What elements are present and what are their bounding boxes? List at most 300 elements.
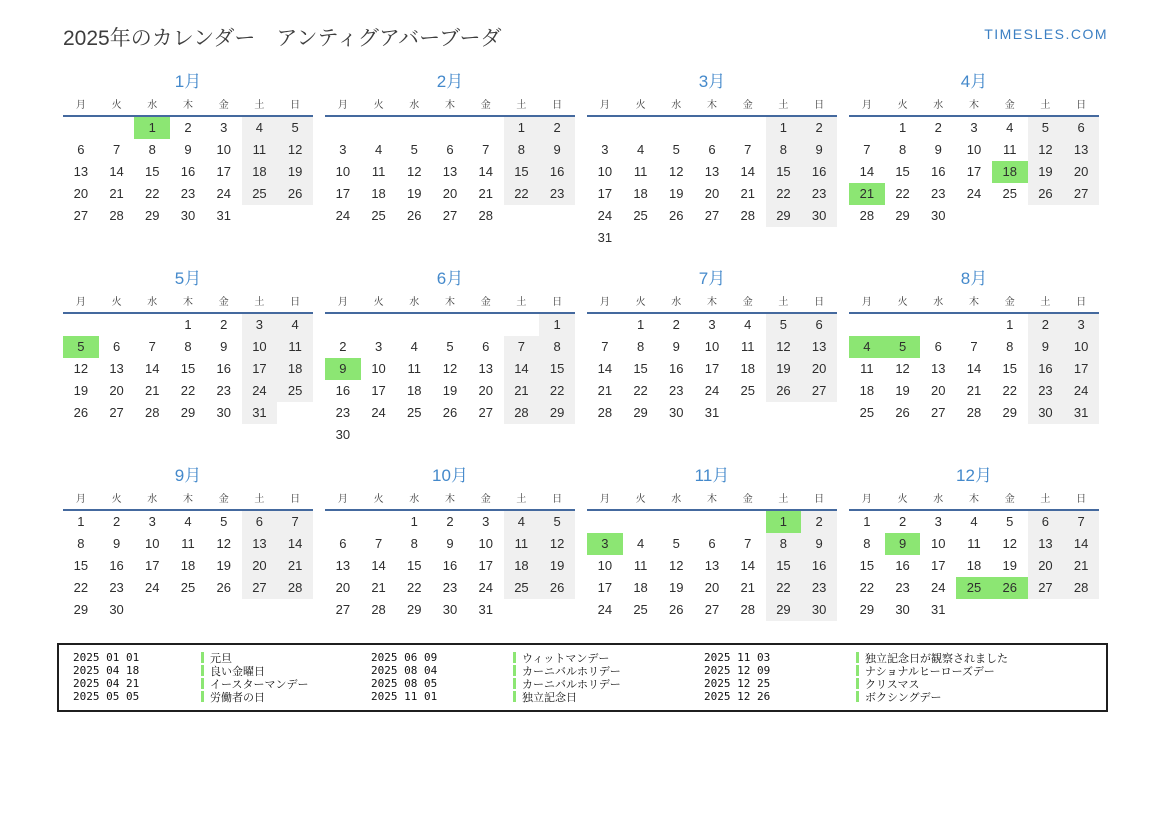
day-cell: 24 bbox=[145, 580, 160, 595]
day-cell: 31 bbox=[216, 208, 231, 223]
day-cell: 9 bbox=[672, 339, 680, 354]
month-title: 12月 bbox=[956, 466, 992, 485]
day-cell: 29 bbox=[73, 602, 89, 617]
day-cell: 4 bbox=[849, 336, 885, 358]
day-cell: 17 bbox=[216, 164, 231, 179]
day-cell: 1 bbox=[636, 317, 645, 332]
weekday-label: 水 bbox=[147, 297, 158, 308]
day-cell-empty bbox=[504, 314, 540, 336]
month-title: 8月 bbox=[960, 269, 988, 288]
day-cell: 25 bbox=[740, 383, 755, 398]
day-grid bbox=[587, 314, 837, 424]
day-cell: 19 bbox=[766, 358, 802, 380]
day-cell: 22 bbox=[180, 383, 196, 398]
day-grid bbox=[325, 117, 575, 227]
day-cell: 31 bbox=[597, 230, 613, 245]
day-cell: 13 bbox=[478, 361, 493, 376]
month-2 bbox=[325, 70, 575, 227]
day-cell-empty bbox=[730, 402, 766, 424]
day-cell: 4 bbox=[184, 514, 192, 529]
day-cell: 13 bbox=[109, 361, 124, 376]
weekday-label: 月 bbox=[599, 494, 610, 505]
day-cell: 12 bbox=[407, 164, 422, 179]
day-cell: 5 bbox=[539, 511, 575, 533]
day-cell: 1 bbox=[539, 314, 575, 336]
day-cell: 23 bbox=[1028, 380, 1064, 402]
day-cell: 2 bbox=[672, 317, 680, 332]
day-cell: 22 bbox=[1002, 383, 1017, 398]
day-cell: 23 bbox=[180, 186, 196, 201]
day-cell: 24 bbox=[597, 602, 613, 617]
legend-group-2 bbox=[371, 651, 704, 703]
day-cell: 11 bbox=[1002, 142, 1017, 157]
day-cell: 22 bbox=[859, 580, 875, 595]
day-cell: 20 bbox=[704, 580, 720, 595]
month-10 bbox=[325, 464, 575, 621]
holiday-color-bar bbox=[513, 691, 516, 702]
day-cell: 17 bbox=[242, 358, 278, 380]
month-4 bbox=[849, 70, 1099, 227]
weekday-label: 火 bbox=[897, 297, 908, 308]
day-cell: 25 bbox=[1002, 186, 1017, 201]
day-cell: 30 bbox=[109, 602, 124, 617]
weekday-label: 金 bbox=[742, 100, 753, 111]
holiday-date: 2025 08 05 bbox=[371, 677, 438, 690]
day-grid bbox=[849, 117, 1099, 227]
page-header bbox=[0, 0, 1169, 52]
day-cell: 15 bbox=[895, 164, 910, 179]
day-cell: 10 bbox=[335, 164, 351, 179]
day-cell: 14 bbox=[478, 164, 493, 179]
month-7 bbox=[587, 267, 837, 424]
day-cell: 9 bbox=[539, 139, 575, 161]
weekday-label: 日 bbox=[552, 494, 563, 505]
day-cell: 12 bbox=[669, 558, 684, 573]
day-cell: 19 bbox=[669, 186, 684, 201]
holiday-color-bar bbox=[856, 678, 859, 689]
day-cell-empty bbox=[361, 511, 397, 533]
day-cell: 16 bbox=[180, 164, 196, 179]
month-title: 4月 bbox=[960, 72, 988, 91]
day-cell-empty bbox=[539, 599, 575, 621]
day-cell: 14 bbox=[371, 558, 386, 573]
day-cell: 7 bbox=[374, 536, 383, 551]
day-cell: 4 bbox=[374, 142, 383, 157]
day-cell-empty bbox=[956, 599, 992, 621]
weekday-label: 日 bbox=[290, 297, 301, 308]
day-cell-empty bbox=[694, 511, 730, 533]
holiday-date: 2025 08 04 bbox=[371, 664, 438, 677]
day-cell: 4 bbox=[636, 536, 645, 551]
day-cell: 8 bbox=[410, 536, 418, 551]
day-cell-empty bbox=[658, 511, 694, 533]
day-cell: 19 bbox=[895, 383, 910, 398]
day-cell: 13 bbox=[442, 164, 458, 179]
day-cell: 7 bbox=[744, 536, 752, 551]
day-cell: 3 bbox=[220, 120, 228, 135]
day-cell: 23 bbox=[801, 183, 837, 205]
weekday-label: 水 bbox=[409, 100, 420, 111]
weekday-label: 木 bbox=[182, 297, 193, 308]
holiday-date: 2025 12 26 bbox=[704, 690, 771, 703]
day-cell: 28 bbox=[966, 405, 982, 420]
day-cell: 21 bbox=[371, 580, 386, 595]
day-cell: 24 bbox=[335, 208, 351, 223]
day-cell-empty bbox=[468, 117, 504, 139]
day-cell-empty bbox=[170, 599, 206, 621]
weekday-label: 日 bbox=[290, 100, 301, 111]
day-cell: 24 bbox=[931, 580, 946, 595]
day-cell: 22 bbox=[895, 186, 910, 201]
day-cell: 1 bbox=[77, 514, 85, 529]
day-cell: 21 bbox=[109, 186, 124, 201]
day-cell: 8 bbox=[1006, 339, 1014, 354]
holiday-color-bar bbox=[201, 652, 204, 663]
day-grid bbox=[63, 314, 313, 424]
day-cell-empty bbox=[587, 117, 623, 139]
day-cell-empty bbox=[325, 511, 361, 533]
holiday-name: ウィットマンデー bbox=[522, 652, 610, 665]
day-cell: 12 bbox=[277, 139, 313, 161]
day-cell: 28 bbox=[371, 602, 386, 617]
day-cell: 26 bbox=[539, 577, 575, 599]
day-cell: 29 bbox=[180, 405, 196, 420]
day-cell-empty bbox=[539, 424, 575, 446]
day-cell: 20 bbox=[1028, 555, 1064, 577]
day-cell: 20 bbox=[704, 186, 720, 201]
day-cell: 19 bbox=[442, 383, 458, 398]
day-cell: 7 bbox=[863, 142, 871, 157]
day-cell: 19 bbox=[669, 580, 684, 595]
day-cell: 31 bbox=[478, 602, 493, 617]
weekday-label: 木 bbox=[968, 297, 979, 308]
weekday-label: 火 bbox=[897, 494, 908, 505]
day-cell: 3 bbox=[708, 317, 716, 332]
day-cell: 16 bbox=[669, 361, 684, 376]
weekday-label: 土 bbox=[254, 494, 265, 505]
day-cell: 28 bbox=[478, 208, 493, 223]
holiday-color-bar bbox=[513, 678, 516, 689]
day-cell: 8 bbox=[766, 139, 802, 161]
day-cell: 14 bbox=[966, 361, 982, 376]
day-cell: 22 bbox=[145, 186, 160, 201]
day-cell: 6 bbox=[446, 142, 454, 157]
day-cell: 9 bbox=[801, 139, 837, 161]
weekday-label: 火 bbox=[111, 100, 122, 111]
day-cell: 3 bbox=[374, 339, 383, 354]
day-cell: 5 bbox=[1006, 514, 1014, 529]
day-cell: 16 bbox=[216, 361, 231, 376]
day-cell: 26 bbox=[1028, 183, 1064, 205]
day-cell: 23 bbox=[895, 580, 910, 595]
day-cell-empty bbox=[694, 117, 730, 139]
day-cell: 24 bbox=[704, 383, 720, 398]
weekday-label: 木 bbox=[968, 100, 979, 111]
day-cell: 19 bbox=[73, 383, 89, 398]
day-cell: 15 bbox=[73, 558, 89, 573]
day-cell: 9 bbox=[446, 536, 454, 551]
day-cell: 1 bbox=[766, 117, 802, 139]
weekday-label: 金 bbox=[742, 297, 753, 308]
day-cell: 1 bbox=[863, 514, 871, 529]
day-cell: 29 bbox=[859, 602, 875, 617]
day-cell: 21 bbox=[145, 383, 160, 398]
holiday-color-bar bbox=[856, 665, 859, 676]
day-cell: 3 bbox=[970, 120, 978, 135]
day-cell: 8 bbox=[504, 139, 540, 161]
day-cell-empty bbox=[956, 314, 992, 336]
day-cell: 22 bbox=[633, 383, 648, 398]
day-cell-empty bbox=[99, 117, 135, 139]
day-cell-empty bbox=[99, 314, 135, 336]
day-cell-empty bbox=[325, 314, 361, 336]
day-cell: 21 bbox=[740, 186, 755, 201]
day-cell: 7 bbox=[504, 336, 540, 358]
day-cell-empty bbox=[587, 511, 623, 533]
day-cell: 19 bbox=[539, 555, 575, 577]
day-cell: 8 bbox=[636, 339, 645, 354]
day-cell: 4 bbox=[744, 317, 752, 332]
day-cell: 9 bbox=[220, 339, 228, 354]
day-cell: 23 bbox=[335, 405, 351, 420]
weekday-label: 月 bbox=[337, 100, 348, 111]
weekday-label: 火 bbox=[373, 297, 384, 308]
day-cell: 15 bbox=[180, 361, 196, 376]
day-cell: 11 bbox=[407, 361, 422, 376]
day-cell: 12 bbox=[1028, 139, 1064, 161]
holiday-name: 独立記念日が観察されました bbox=[865, 652, 1008, 665]
day-cell: 27 bbox=[704, 208, 720, 223]
day-cell: 15 bbox=[145, 164, 160, 179]
day-cell-empty bbox=[134, 314, 170, 336]
weekday-label: 木 bbox=[968, 494, 979, 505]
day-cell: 13 bbox=[1063, 139, 1099, 161]
day-cell: 21 bbox=[277, 555, 313, 577]
day-cell: 6 bbox=[934, 339, 942, 354]
day-cell: 13 bbox=[242, 533, 278, 555]
day-cell-empty bbox=[277, 402, 313, 424]
day-cell: 26 bbox=[669, 208, 684, 223]
day-cell: 29 bbox=[539, 402, 575, 424]
day-grid bbox=[325, 314, 575, 446]
day-cell: 18 bbox=[407, 383, 422, 398]
day-cell: 18 bbox=[740, 361, 755, 376]
day-cell: 30 bbox=[931, 208, 946, 223]
day-cell: 27 bbox=[442, 208, 458, 223]
day-cell: 22 bbox=[504, 183, 540, 205]
day-cell: 27 bbox=[335, 602, 351, 617]
day-cell-empty bbox=[468, 314, 504, 336]
day-cell: 5 bbox=[672, 142, 680, 157]
day-cell-empty bbox=[801, 402, 837, 424]
weekday-label: 水 bbox=[671, 297, 682, 308]
weekday-label: 金 bbox=[742, 494, 753, 505]
weekday-label: 日 bbox=[552, 297, 563, 308]
day-cell: 10 bbox=[597, 164, 613, 179]
holiday-date: 2025 06 09 bbox=[371, 651, 438, 664]
day-cell: 7 bbox=[112, 142, 121, 157]
day-cell: 15 bbox=[766, 161, 802, 183]
day-cell: 27 bbox=[1063, 183, 1099, 205]
day-cell: 30 bbox=[1028, 402, 1064, 424]
month-title: 11月 bbox=[694, 466, 730, 485]
day-cell-empty bbox=[432, 424, 468, 446]
day-cell: 4 bbox=[1006, 120, 1014, 135]
day-cell: 8 bbox=[898, 142, 907, 157]
day-cell: 4 bbox=[504, 511, 540, 533]
day-cell: 18 bbox=[277, 358, 313, 380]
holiday-color-bar bbox=[856, 652, 859, 663]
day-cell: 10 bbox=[931, 536, 946, 551]
day-cell: 25 bbox=[407, 405, 422, 420]
day-cell: 24 bbox=[597, 208, 613, 223]
day-cell: 1 bbox=[766, 511, 802, 533]
day-cell-empty bbox=[730, 227, 766, 249]
day-cell: 25 bbox=[859, 405, 875, 420]
day-grid bbox=[849, 511, 1099, 621]
weekday-label: 木 bbox=[444, 100, 455, 111]
day-cell: 3 bbox=[482, 514, 490, 529]
day-cell: 23 bbox=[216, 383, 231, 398]
day-cell: 28 bbox=[1063, 577, 1099, 599]
day-cell: 14 bbox=[859, 164, 875, 179]
day-cell-empty bbox=[694, 227, 730, 249]
weekday-label: 土 bbox=[1040, 297, 1051, 308]
day-cell: 20 bbox=[73, 186, 89, 201]
holiday-name: 良い金曜日 bbox=[210, 665, 265, 678]
holiday-date: 2025 01 01 bbox=[73, 651, 140, 664]
day-cell: 20 bbox=[478, 383, 493, 398]
day-cell: 16 bbox=[1028, 358, 1064, 380]
day-cell: 4 bbox=[636, 142, 645, 157]
day-cell: 25 bbox=[371, 208, 386, 223]
day-cell: 14 bbox=[740, 558, 755, 573]
weekday-label: 木 bbox=[706, 100, 717, 111]
day-cell: 3 bbox=[934, 514, 942, 529]
day-cell: 27 bbox=[109, 405, 124, 420]
weekday-label: 木 bbox=[444, 297, 455, 308]
holiday-date: 2025 05 05 bbox=[73, 690, 140, 703]
day-cell: 2 bbox=[339, 339, 347, 354]
weekday-label: 火 bbox=[635, 494, 646, 505]
day-cell: 28 bbox=[740, 602, 755, 617]
day-cell: 30 bbox=[801, 599, 837, 621]
day-cell: 2 bbox=[112, 514, 121, 529]
day-cell: 21 bbox=[478, 186, 493, 201]
day-cell: 10 bbox=[145, 536, 160, 551]
day-cell: 29 bbox=[407, 602, 422, 617]
day-cell: 5 bbox=[1028, 117, 1064, 139]
day-cell: 13 bbox=[801, 336, 837, 358]
weekday-label: 火 bbox=[635, 297, 646, 308]
day-grid bbox=[849, 314, 1099, 424]
day-cell: 7 bbox=[482, 142, 490, 157]
day-cell: 28 bbox=[277, 577, 313, 599]
day-cell-empty bbox=[396, 424, 432, 446]
day-cell: 24 bbox=[478, 580, 493, 595]
day-cell: 26 bbox=[216, 580, 231, 595]
day-cell: 29 bbox=[633, 405, 648, 420]
holiday-color-bar bbox=[513, 652, 516, 663]
day-cell: 17 bbox=[145, 558, 160, 573]
day-cell: 13 bbox=[335, 558, 351, 573]
day-cell: 14 bbox=[1063, 533, 1099, 555]
weekday-label: 月 bbox=[599, 297, 610, 308]
day-cell: 17 bbox=[371, 383, 386, 398]
day-cell: 2 bbox=[1028, 314, 1064, 336]
day-cell: 3 bbox=[1063, 314, 1099, 336]
weekday-label: 木 bbox=[444, 494, 455, 505]
day-cell: 21 bbox=[504, 380, 540, 402]
day-cell: 25 bbox=[633, 602, 648, 617]
day-cell: 27 bbox=[704, 602, 720, 617]
day-cell: 7 bbox=[601, 339, 609, 354]
day-cell-empty bbox=[1063, 599, 1099, 621]
day-grid bbox=[587, 117, 837, 249]
day-cell-empty bbox=[658, 227, 694, 249]
weekday-label: 金 bbox=[1004, 297, 1015, 308]
day-cell: 17 bbox=[597, 186, 613, 201]
day-cell: 20 bbox=[442, 186, 458, 201]
day-cell: 28 bbox=[597, 405, 613, 420]
weekday-label: 月 bbox=[861, 494, 872, 505]
day-cell: 18 bbox=[633, 580, 648, 595]
legend-group-1 bbox=[73, 651, 371, 703]
day-cell: 22 bbox=[73, 580, 89, 595]
day-cell: 6 bbox=[708, 536, 716, 551]
day-cell: 6 bbox=[801, 314, 837, 336]
day-cell: 7 bbox=[970, 339, 978, 354]
day-cell: 5 bbox=[410, 142, 418, 157]
day-cell: 10 bbox=[704, 339, 720, 354]
day-cell: 18 bbox=[633, 186, 648, 201]
day-cell: 20 bbox=[335, 580, 351, 595]
month-title: 6月 bbox=[436, 269, 464, 288]
weekday-header-row bbox=[63, 490, 313, 511]
weekday-label: 土 bbox=[254, 100, 265, 111]
weekday-label: 日 bbox=[814, 297, 825, 308]
day-cell: 23 bbox=[669, 383, 684, 398]
day-cell-empty bbox=[432, 117, 468, 139]
day-cell: 26 bbox=[442, 405, 458, 420]
day-cell: 26 bbox=[407, 208, 422, 223]
weekday-header-row bbox=[325, 293, 575, 314]
day-cell: 25 bbox=[956, 577, 992, 599]
day-cell: 6 bbox=[242, 511, 278, 533]
day-cell-empty bbox=[1028, 205, 1064, 227]
day-cell: 7 bbox=[744, 142, 752, 157]
day-cell-empty bbox=[801, 227, 837, 249]
weekday-label: 木 bbox=[706, 494, 717, 505]
day-cell: 2 bbox=[446, 514, 454, 529]
day-cell: 6 bbox=[708, 142, 716, 157]
weekday-label: 日 bbox=[814, 494, 825, 505]
day-cell: 3 bbox=[242, 314, 278, 336]
month-3 bbox=[587, 70, 837, 249]
day-cell: 2 bbox=[934, 120, 942, 135]
site-link[interactable]: TIMESLES.COM bbox=[984, 26, 1108, 42]
day-cell: 2 bbox=[184, 120, 192, 135]
day-cell: 5 bbox=[766, 314, 802, 336]
day-cell: 3 bbox=[601, 142, 609, 157]
day-cell: 20 bbox=[801, 358, 837, 380]
weekday-label: 水 bbox=[933, 100, 944, 111]
day-cell: 11 bbox=[633, 558, 648, 573]
day-cell-empty bbox=[623, 511, 659, 533]
day-cell: 3 bbox=[148, 514, 156, 529]
day-cell: 8 bbox=[77, 536, 85, 551]
day-cell: 5 bbox=[672, 536, 680, 551]
